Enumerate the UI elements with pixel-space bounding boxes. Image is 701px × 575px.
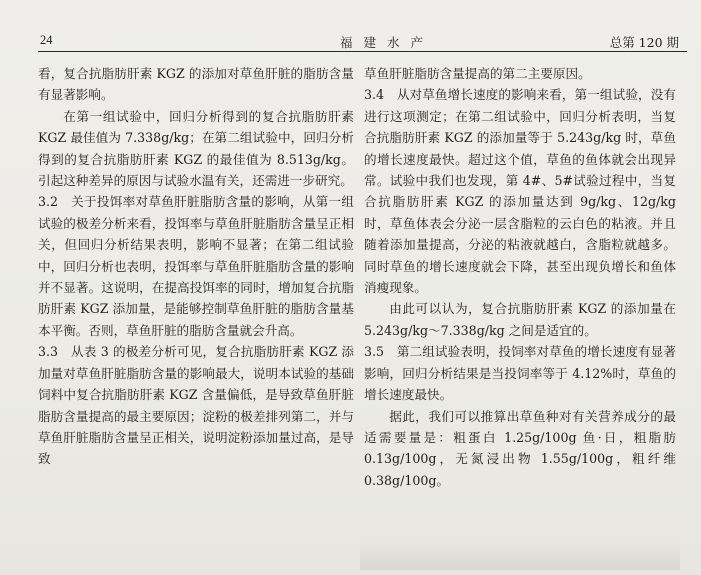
issue-number: 总第 120 期 (609, 35, 679, 50)
left-column (38, 63, 354, 470)
paragraph: 据此，我们可以推算出草鱼种对有关营养成分的最适需要量是：粗蛋白 1.25g/100g 鱼·日，粗脂肪 0.13g/100g，无氮浸出物 1.55g/100g，粗纤维 0.38g/100g。 (364, 408, 676, 488)
right-column (364, 63, 676, 491)
running-header (40, 29, 683, 51)
header-rule (38, 51, 687, 52)
scan-shadow (360, 540, 680, 570)
paragraph: 3.5 第二组试验表明，投饲率对草鱼的增长速度有显著影响，回归分析结果是当投饲率等于 4.12%时，草鱼的增长速度最快。 (364, 344, 676, 403)
paragraph: 在第一组试验中，回归分析得到的复合抗脂肪肝素 KGZ 最佳值为 7.338g/kg；在第二组试验中，回归分析得到的复合抗脂肪肝素 KGZ 的最佳值为 8.513g/kg。引起这种差异的原因与试验水温有关，还需进一步研究。 (38, 108, 354, 189)
paragraph: 3.3 从表 3 的极差分析可见，复合抗脂肪肝素 KGZ 添加量对草鱼肝脏脂肪含量的影响最大，说明本试验的基础饲料中复合抗脂肪肝素 KGZ 含量偏低，是导致草鱼肝脏脂肪含量提高的最主要原因；淀粉的极差排列第二，并与草鱼肝脏脂肪含量呈正相关，说明淀粉添加量过高，是导致 (38, 344, 354, 467)
journal-title: 福建水产 (340, 35, 435, 50)
paragraph: 看，复合抗脂肪肝素 KGZ 的添加对草鱼肝脏的脂肪含量有显著影响。 (38, 66, 354, 103)
paragraph: 由此可以认为，复合抗脂肪肝素 KGZ 的添加量在 5.243g/kg～7.338g/kg 之间是适宜的。 (364, 301, 676, 338)
paragraph: 3.2 关于投饵率对草鱼肝脏脂肪含量的影响，从第一组试验的极差分析来看，投饵率与草鱼肝脏脂肪含量呈正相关，但回归分析结果表明，影响不显著；在第二组试验中，回归分析也表明，投饵率与草鱼肝脏脂肪含量的影响并不显著。这说明，在提高投饵率的同时，增加复合抗脂肪肝素 KGZ 添加量，是能够控制草鱼肝脏的脂肪含量基本平衡。否则，草鱼肝脏的脂肪含量就会升高。 (38, 194, 354, 338)
paragraph: 草鱼肝脏脂肪含量提高的第二主要原因。 (364, 66, 591, 81)
paragraph: 3.4 从对草鱼增长速度的影响来看，第一组试验，没有进行这项测定；在第二组试验中，回归分析表明，当复合抗脂肪肝素 KGZ 的添加量等于 5.243g/kg 时，草鱼的增长速度最快。超过这个值，草鱼的鱼体就会出现异常。试验中我们也发现，第 4#、5#试验过程中，当复合抗脂肪肝素 KGZ 的添加量达到 9g/kg、12g/kg 时，草鱼体表会分泌一层含脂粒的云白色的粘液。并且随着添加量提高，分泌的粘液就越白，含脂粒就越多。同时草鱼的增长速度就会下降，甚至出现负增长和鱼体消瘦现象。 (364, 87, 676, 296)
page-number: 24 (40, 33, 53, 47)
